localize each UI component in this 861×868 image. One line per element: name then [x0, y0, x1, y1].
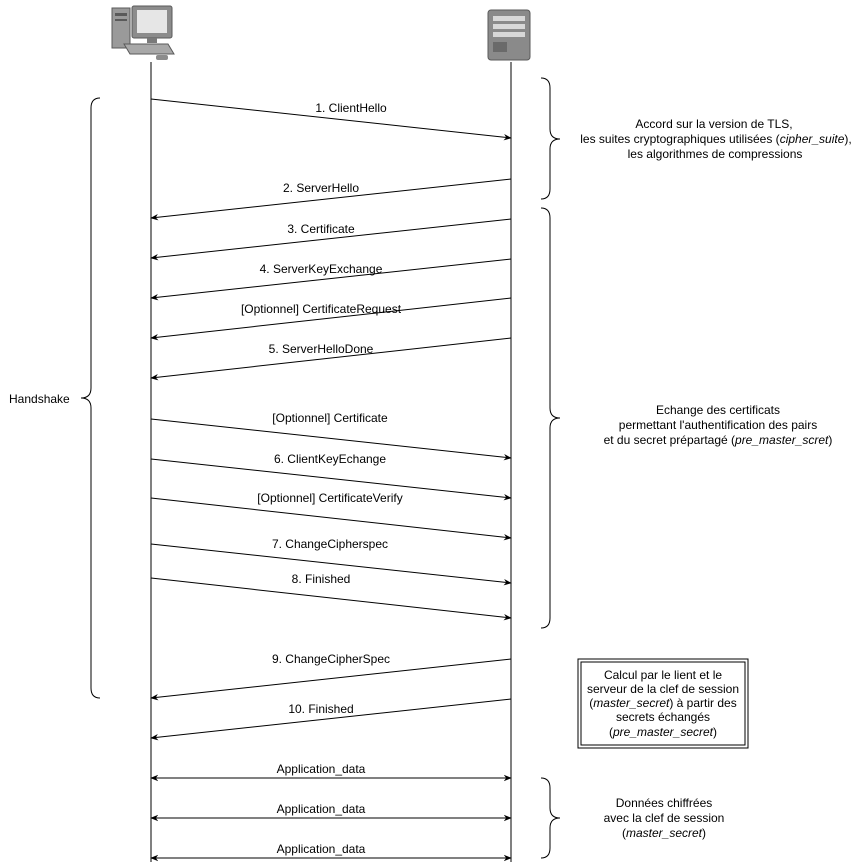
encrypted-line-2: avec la clef de session	[603, 811, 725, 825]
encrypted-brace	[541, 778, 560, 858]
msg-label-7: [Optionnel] Certificate	[272, 411, 388, 425]
msg-label-10: 7. ChangeCipherspec	[271, 537, 389, 551]
msg-label-5: [Optionnel] CertificateRequest	[240, 302, 402, 316]
msg-label-3: 3. Certificate	[287, 222, 355, 236]
agreement-note	[580, 117, 852, 161]
session-line-1: Calcul par le lient et le	[603, 668, 723, 682]
session-key-box	[578, 659, 748, 748]
msg-label-16: Application_data	[276, 842, 366, 856]
msg-label-14: Application_data	[276, 762, 366, 776]
agreement-brace	[541, 78, 560, 199]
msg-label-4: 4. ServerKeyExchange	[259, 262, 383, 276]
session-line-3: (master_secret) à partir des	[589, 696, 737, 710]
certs-line-2: permettant l'authentification des pairs	[618, 418, 818, 432]
encrypted-line-1: Données chiffrées	[615, 796, 713, 810]
session-line-5: (pre_master_secret)	[608, 725, 718, 739]
msg-label-11: 8. Finished	[291, 572, 351, 586]
msg-label-6: 5. ServerHelloDone	[268, 342, 374, 356]
agreement-line-3: les algorithmes de compressions	[627, 147, 803, 161]
session-line-4: secrets échangés	[615, 710, 711, 724]
certs-brace	[541, 208, 560, 628]
msg-label-12: 9. ChangeCipherSpec	[271, 652, 391, 666]
msg-label-9: [Optionnel] CertificateVerify	[257, 491, 403, 505]
certs-line-3: et du secret prépartagé (pre_master_scret)	[603, 433, 833, 447]
server-tower-icon	[488, 10, 530, 60]
session-line-2: serveur de la clef de session	[586, 682, 740, 696]
msg-label-8: 6. ClientKeyEchange	[273, 452, 387, 466]
msg-label-1: 1. ClientHello	[315, 101, 387, 115]
encrypted-line-3: (master_secret)	[621, 826, 707, 840]
handshake-brace	[81, 98, 100, 698]
agreement-line-1: Accord sur la version de TLS,	[635, 117, 793, 131]
msg-label-15: Application_data	[276, 802, 366, 816]
msg-label-2: 2. ServerHello	[282, 181, 360, 195]
certs-line-1: Echange des certificats	[655, 403, 781, 417]
msg-label-13: 10. Finished	[288, 702, 354, 716]
agreement-line-2: les suites cryptographiques utilisées (cipher_suite),	[580, 132, 852, 146]
certs-note	[604, 403, 833, 447]
desktop-computer-icon	[112, 6, 174, 60]
encrypted-note	[604, 796, 725, 840]
handshake-label: Handshake	[9, 392, 70, 406]
